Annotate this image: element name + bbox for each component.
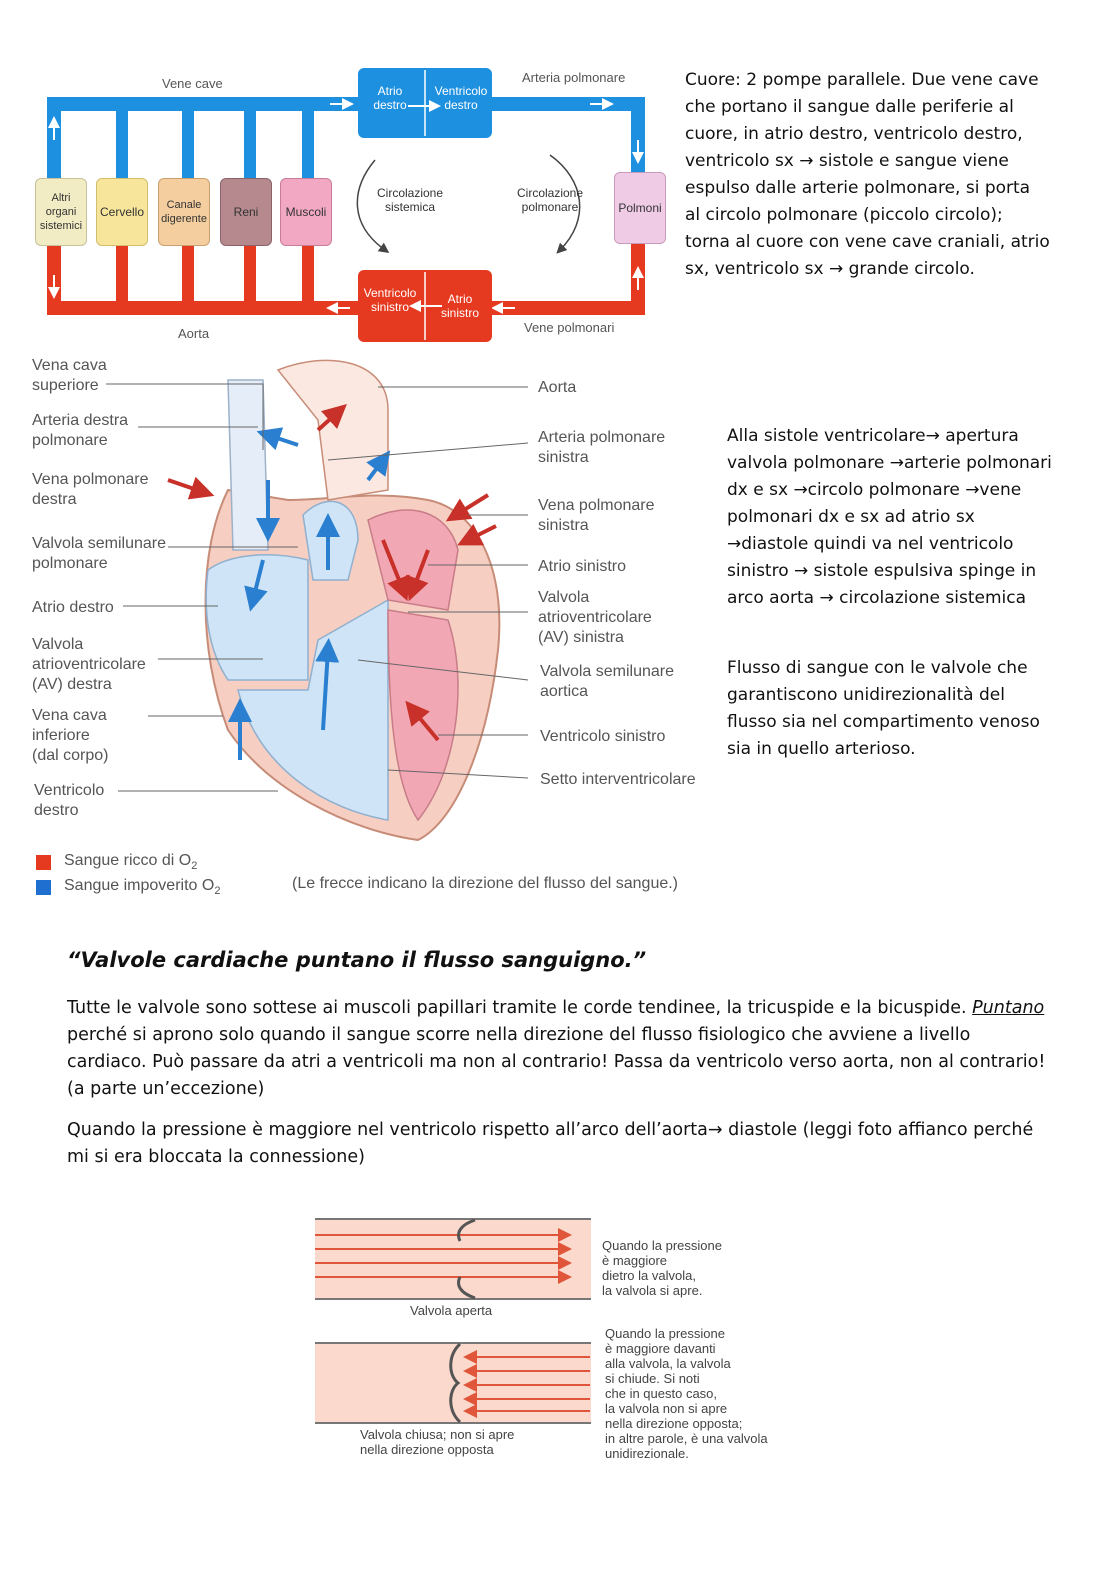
paragraph-systole: Alla sistole ventricolare→ apertura valvola polmonare →arterie polmonari dx e sx →circolo polmonare →vene polmonari dx e sx ad atrio sx →diastole quindi va nel ventricolo sinistro → sistole espulsiva spinge in arco aorta → circolazione sistemica <box>727 426 1052 608</box>
valve-open-label: Valvola aperta <box>410 1303 493 1318</box>
label-vena-cava-inferiore: Vena cava inferiore (dal corpo) <box>32 707 109 764</box>
label-valvola-av-destra: Valvola atrioventricolare (AV) destra <box>32 636 146 693</box>
valve-closed-note: Quando la pressione è maggiore davanti alla valvola, la valvola si chiude. Si noti che in questo caso, la valvola non si apre nella direzione opposta; in altre parole, è una valvola unidirezionale. <box>605 1326 768 1461</box>
legend-red-sub: 2 <box>191 860 198 873</box>
organ-reni: Reni <box>220 178 272 246</box>
section-heading: “Valvole cardiache puntano il flusso sanguigno.” <box>67 948 647 972</box>
legend-blue-swatch <box>36 880 51 895</box>
label-arteria-polmonare-sinistra: Arteria polmonare sinistra <box>538 429 666 466</box>
legend-blue-label <box>64 877 220 897</box>
circolazione-polmonare-label: Circolazione polmonare <box>516 186 584 214</box>
arrows-note: (Le frecce indicano la direzione del flusso del sangue.) <box>292 875 679 892</box>
label-vena-polmonare-destra: Vena polmonare destra <box>32 471 149 508</box>
label-setto-interventricolare: Setto interventricolare <box>540 771 696 788</box>
circolazione-sistemica-label: Circolazione sistemica <box>376 186 444 214</box>
arteria-polmonare-label: Arteria polmonare <box>522 70 626 85</box>
vene-cave-label: Vene cave <box>162 76 223 91</box>
legend-blue-sub: 2 <box>214 885 221 898</box>
label-valvola-av-sinistra: Valvola atrioventricolare (AV) sinistra <box>538 589 652 646</box>
organ-muscoli: Muscoli <box>280 178 332 246</box>
valves-paragraph-emphasis: Puntano <box>972 998 1045 1018</box>
label-vena-polmonare-sinistra: Vena polmonare sinistra <box>538 497 655 534</box>
vene-polmonari-label: Vene polmonari <box>524 320 615 335</box>
label-atrio-destro: Atrio destro <box>32 599 114 616</box>
organ-canale-digerente: Canale digerente <box>158 178 210 246</box>
valve-closed-label: Valvola chiusa; non si apre nella direzione opposta <box>360 1427 515 1457</box>
ventricolo-sinistro: Ventricolo sinistro <box>363 286 417 314</box>
valve-diagram <box>300 1205 800 1480</box>
label-valvola-semilunare-aortica: Valvola semilunare aortica <box>540 663 674 700</box>
valves-paragraph <box>67 995 1052 1103</box>
ventricolo-destro: Ventricolo destro <box>434 84 488 112</box>
atrio-sinistro: Atrio sinistro <box>440 292 479 320</box>
aorta-label: Aorta <box>178 326 210 341</box>
circulation-diagram <box>30 60 670 350</box>
label-vena-cava-superiore: Vena cava superiore <box>32 357 107 394</box>
valve-open-note: Quando la pressione è maggiore dietro la valvola, la valvola si apre. <box>602 1238 722 1298</box>
organ-altri-organi: Altri organi sistemici <box>35 178 87 246</box>
organ-polmoni: Polmoni <box>614 172 666 244</box>
legend-red-label <box>64 852 197 872</box>
label-arteria-destra-polmonare: Arteria destra polmonare <box>32 412 129 449</box>
valves-paragraph-part-a: Tutte le valvole sono sottese ai muscoli papillari tramite le corde tendinee, la tricuspide e la bicuspide. <box>67 998 973 1018</box>
pressure-paragraph: Quando la pressione è maggiore nel ventricolo rispetto all’arco dell’aorta→ diastole (leggi foto affianco perché mi si era bloccata la connessione) <box>67 1120 1034 1167</box>
label-atrio-sinistro: Atrio sinistro <box>538 558 627 575</box>
legend-blue-text: Sangue impoverito O <box>64 877 215 894</box>
atrio-destro: Atrio destro <box>373 84 407 112</box>
label-aorta: Aorta <box>538 379 577 396</box>
legend-red-text: Sangue ricco di O <box>64 852 192 869</box>
organ-cervello: Cervello <box>96 178 148 246</box>
valves-paragraph-part-b: perché si aprono solo quando il sangue scorre nella direzione del flusso fisiologico che avviene a livello cardiaco. Può passare da atri a ventricoli ma non al contrario! Passa da ventricolo verso aorta, non al contrario! (a parte un’eccezione) <box>67 1025 1046 1099</box>
label-valvola-semilunare-polmonare: Valvola semilunare polmonare <box>32 535 166 572</box>
legend-red-swatch <box>36 855 51 870</box>
paragraph-flow: Flusso di sangue con le valvole che garantiscono unidirezionalità del flusso sia nel compartimento venoso sia in quello arterioso. <box>727 658 1040 759</box>
label-ventricolo-destro: Ventricolo destro <box>34 782 105 819</box>
paragraph-two-pumps: Cuore: 2 pompe parallele. Due vene cave che portano il sangue dalle periferie al cuore, in atrio destro, ventricolo destro, ventricolo sx → sistole e sangue viene espulso dalle arterie polmonare, si porta al circolo polmonare (piccolo circolo); torna al cuore con vene cave craniali, atrio sx, ventricolo sx → grande circolo. <box>685 70 1050 279</box>
label-ventricolo-sinistro: Ventricolo sinistro <box>540 728 666 745</box>
heart-diagram <box>28 350 718 910</box>
